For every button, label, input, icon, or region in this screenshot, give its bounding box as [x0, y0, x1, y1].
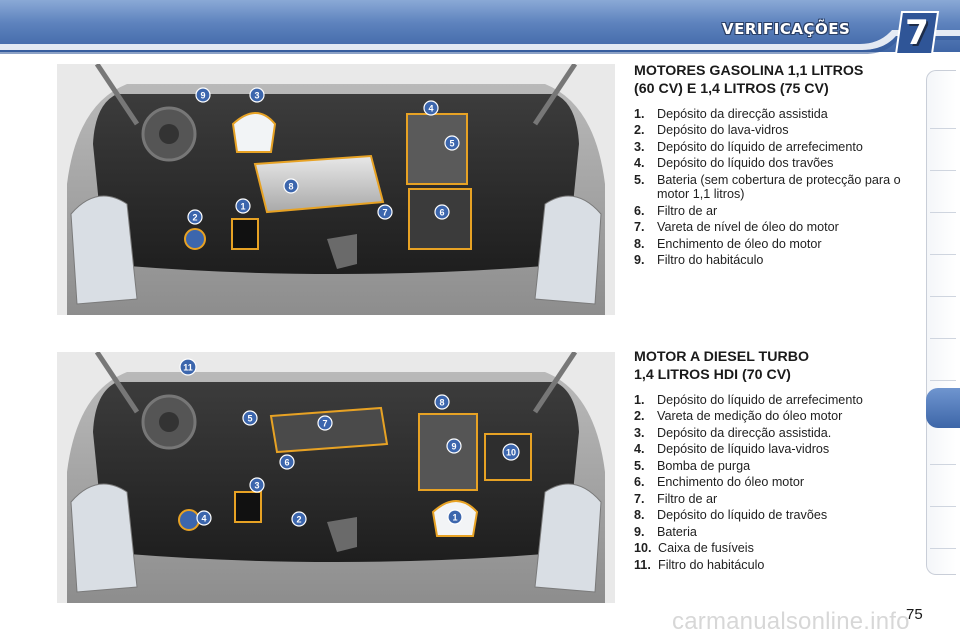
callout-6: 6	[284, 457, 290, 468]
page-number: 75	[906, 606, 923, 623]
petrol-engine-bay-drawing	[57, 64, 615, 315]
thumb-index-rail	[926, 70, 956, 575]
list-item	[634, 253, 916, 267]
item-number: 10.	[634, 541, 652, 556]
item-number: 3.	[634, 139, 645, 154]
title-line-1: MOTOR A DIESEL TURBO	[634, 349, 809, 365]
diesel-parts-list	[634, 393, 916, 572]
diesel-engine-section	[634, 348, 916, 574]
watermark: carmanualsonline.info	[672, 608, 910, 635]
callout-9: 9	[200, 90, 206, 101]
thumb-divider	[930, 212, 956, 213]
thumb-divider	[930, 464, 956, 465]
list-item	[634, 541, 916, 555]
item-number: 5.	[634, 172, 645, 187]
item-number: 1.	[634, 107, 645, 121]
item-number: 6.	[634, 203, 645, 218]
item-number: 11.	[634, 557, 651, 572]
list-item	[634, 442, 916, 456]
callout-8: 8	[439, 397, 445, 408]
list-item	[634, 173, 916, 202]
item-number: 4.	[634, 156, 645, 171]
list-item	[634, 393, 916, 407]
callout-1: 1	[452, 512, 458, 523]
item-number: 8.	[634, 508, 645, 523]
item-number: 9.	[634, 253, 645, 268]
diesel-engine-bay-illustration	[57, 352, 615, 603]
item-number: 2.	[634, 409, 645, 424]
item-text: Depósito do líquido de arrefecimento	[657, 139, 863, 154]
callout-9: 9	[451, 441, 457, 452]
list-item	[634, 475, 916, 489]
item-text: Depósito do líquido de arrefecimento	[657, 393, 863, 407]
thumb-divider	[930, 548, 956, 549]
callout-5: 5	[449, 138, 455, 149]
item-text: Enchimento de óleo do motor	[657, 236, 822, 251]
callout-4: 4	[428, 103, 434, 114]
item-text: Enchimento do óleo motor	[657, 475, 805, 490]
item-number: 8.	[634, 236, 645, 251]
title-line-2: (60 CV) E 1,4 LITROS (75 CV)	[634, 81, 829, 97]
list-item	[634, 459, 916, 473]
chapter-thumb-index	[926, 70, 960, 580]
item-text: Caixa de fusíveis	[658, 541, 754, 556]
item-number: 1.	[634, 393, 645, 407]
item-number: 7.	[634, 220, 645, 235]
item-text: Filtro do habitáculo	[657, 253, 764, 268]
item-number: 2.	[634, 123, 645, 138]
list-item	[634, 508, 916, 522]
list-item	[634, 123, 916, 137]
list-item	[634, 237, 916, 251]
item-text: Filtro de ar	[657, 491, 718, 506]
title-line-2: 1,4 LITROS HDI (70 CV)	[634, 367, 791, 383]
item-text: Depósito do líquido de travões	[657, 508, 828, 523]
item-number: 5.	[634, 458, 645, 473]
callout-2: 2	[296, 514, 302, 525]
petrol-section-title	[634, 62, 916, 98]
callout-2: 2	[192, 212, 198, 223]
thumb-divider	[930, 254, 956, 255]
list-item	[634, 140, 916, 154]
diesel-engine-bay-drawing	[57, 352, 615, 603]
item-text: Depósito da direcção assistida.	[657, 425, 832, 440]
item-text: Filtro do habitáculo	[658, 557, 765, 572]
petrol-engines-section	[634, 62, 916, 270]
list-item	[634, 156, 916, 170]
callout-7: 7	[322, 418, 328, 429]
item-number: 7.	[634, 491, 645, 506]
thumb-divider	[930, 128, 956, 129]
title-line-1: MOTORES GASOLINA 1,1 LITROS	[634, 63, 864, 79]
item-number: 3.	[634, 425, 645, 440]
item-text: Depósito de líquido lava-vidros	[657, 442, 830, 457]
item-text: Vareta de nível de óleo do motor	[657, 220, 839, 235]
thumb-divider	[930, 380, 956, 381]
diesel-section-title	[634, 348, 916, 384]
thumb-divider	[930, 170, 956, 171]
callout-3: 3	[254, 90, 260, 101]
callout-10: 10	[505, 447, 517, 458]
thumb-active-chapter-tab	[926, 388, 960, 428]
list-item	[634, 426, 916, 440]
item-number: 4.	[634, 442, 645, 457]
thumb-divider	[930, 296, 956, 297]
chapter-number: 7	[905, 13, 929, 53]
list-item	[634, 204, 916, 218]
item-text: Filtro de ar	[657, 203, 718, 218]
item-text: Bomba de purga	[657, 458, 751, 473]
callout-8: 8	[288, 181, 294, 192]
thumb-divider	[930, 506, 956, 507]
item-number: 6.	[634, 475, 645, 490]
list-item	[634, 525, 916, 539]
list-item	[634, 558, 916, 572]
callout-7: 7	[382, 207, 388, 218]
callout-4: 4	[201, 513, 207, 524]
item-text: Depósito do lava-vidros	[657, 123, 789, 138]
list-item	[634, 220, 916, 234]
list-item	[634, 107, 916, 121]
callout-1: 1	[240, 201, 246, 212]
thumb-divider	[930, 338, 956, 339]
item-number: 9.	[634, 524, 645, 539]
callout-5: 5	[247, 413, 253, 424]
list-item	[634, 409, 916, 423]
item-text: Depósito da direcção assistida	[657, 107, 828, 121]
petrol-engine-bay-illustration	[57, 64, 615, 315]
petrol-parts-list	[634, 107, 916, 267]
list-item	[634, 492, 916, 506]
item-text: Bateria (sem cobertura de protecção para o motor 1,1 litros)	[657, 172, 901, 202]
item-text: Depósito do líquido dos travões	[657, 156, 834, 171]
callout-11: 11	[183, 362, 193, 373]
item-text: Vareta de medição do óleo motor	[657, 409, 843, 424]
callout-6: 6	[439, 207, 445, 218]
item-text: Bateria	[657, 524, 697, 539]
chapter-title: VERIFICAÇÕES	[722, 20, 851, 38]
callout-3: 3	[254, 480, 260, 491]
